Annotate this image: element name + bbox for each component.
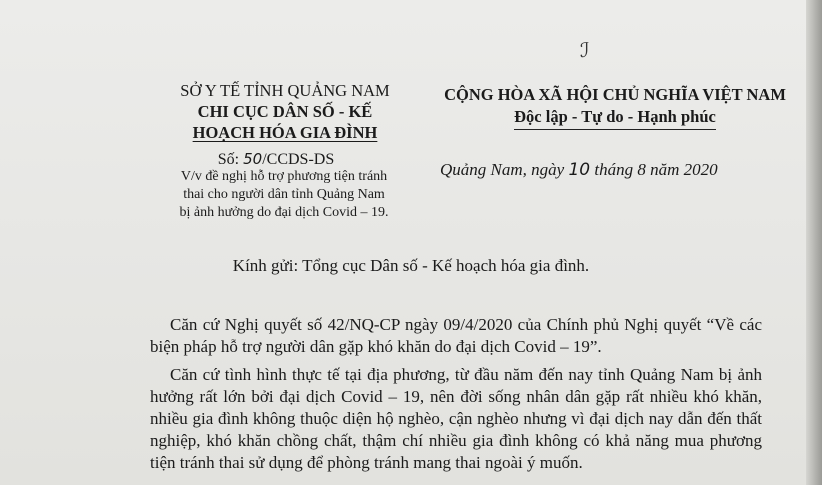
document-number bbox=[156, 150, 396, 169]
doc-number-suffix: /CCDS-DS bbox=[262, 151, 335, 168]
nation-title: CỘNG HÒA XÃ HỘI CHỦ NGHĨA VIỆT NAM bbox=[444, 85, 786, 104]
date-place: Quảng Nam, ngày bbox=[440, 160, 565, 179]
date-rest: tháng 8 năm 2020 bbox=[594, 160, 718, 179]
agency-name-line2: HOẠCH HÓA GIA ĐÌNH bbox=[192, 123, 378, 142]
body-paragraph-2: Căn cứ tình hình thực tế tại địa phương, từ đầu năm đến nay tỉnh Quảng Nam bị ảnh hưởng rất lớn bởi đại dịch Covid – 19, nên đời sống nhân dân gặp rất nhiều khó khăn, nhiều gia đình không thuộc diện hộ nghèo, cận nghèo nhưng vì đại dịch nay dẫn đến thất nghiệp, khó khăn chồng chất, thậm chí nhiều gia đình không có khả năng mua phương tiện tránh thai sử dụng để phòng tránh mang thai ngoài ý muốn. bbox=[150, 365, 762, 472]
body-paragraph-1: Căn cứ Nghị quyết số 42/NQ-CP ngày 09/4/2020 của Chính phủ Nghị quyết “Về các biện pháp hỗ trợ người dân gặp khó khăn do đại dịch Covid – 19”. bbox=[150, 315, 762, 356]
recipient-line: Kính gửi: Tổng cục Dân số - Kế hoạch hóa gia đình. bbox=[232, 256, 590, 275]
subject-line-2: thai cho người dân tỉnh Quảng Nam bbox=[183, 187, 385, 202]
issuing-agency-header bbox=[150, 80, 420, 143]
national-motto: Độc lập - Tự do - Hạnh phúc bbox=[514, 106, 716, 130]
national-header bbox=[420, 84, 810, 130]
subject-line-3: bị ảnh hưởng do đại dịch Covid – 19. bbox=[179, 205, 389, 220]
doc-number-handwritten: 50 bbox=[243, 150, 263, 168]
document-body bbox=[150, 314, 762, 480]
subject-line-1: V/v đề nghị hỗ trợ phương tiện tránh bbox=[180, 169, 388, 184]
date-day-handwritten: 10 bbox=[568, 160, 591, 180]
department-name: SỞ Y TẾ TỈNH QUẢNG NAM bbox=[180, 81, 390, 100]
date-line bbox=[440, 160, 718, 180]
agency-name-line1: CHI CỤC DÂN SỐ - KẾ bbox=[197, 102, 373, 121]
handwritten-corner-mark: ℐ bbox=[580, 40, 590, 62]
document-subject bbox=[160, 168, 408, 222]
page-edge-shadow bbox=[806, 0, 822, 485]
doc-number-label: Số: bbox=[217, 151, 240, 168]
